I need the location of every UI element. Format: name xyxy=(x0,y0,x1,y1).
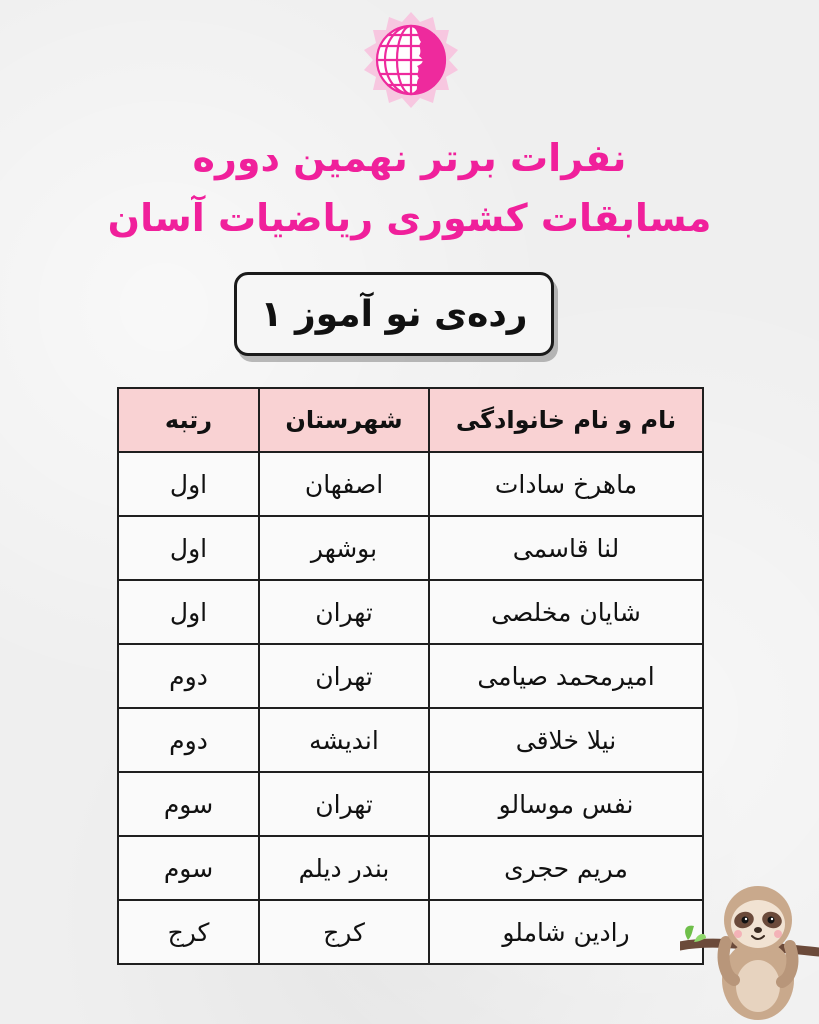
table-row xyxy=(118,516,703,580)
cell-rank: دوم xyxy=(118,708,259,772)
grade-label-box xyxy=(234,272,554,356)
cell-rank: کرج xyxy=(118,900,259,964)
cell-city: اندیشه xyxy=(259,708,429,772)
cell-rank: اول xyxy=(118,516,259,580)
table-row xyxy=(118,580,703,644)
cell-city: کرج xyxy=(259,900,429,964)
table-row xyxy=(118,900,703,964)
cell-rank: سوم xyxy=(118,836,259,900)
table-row xyxy=(118,708,703,772)
table-row xyxy=(118,836,703,900)
cell-name: مریم حجری xyxy=(429,836,703,900)
cell-name: ماهرخ سادات xyxy=(429,452,703,516)
sloth-mascot-icon xyxy=(680,880,819,1020)
cell-city: بندر دیلم xyxy=(259,836,429,900)
results-table xyxy=(117,387,704,965)
table-row xyxy=(118,772,703,836)
header-rank: رتبه xyxy=(118,388,259,452)
cell-rank: دوم xyxy=(118,644,259,708)
cell-rank: اول xyxy=(118,580,259,644)
cell-name: امیرمحمد صیامی xyxy=(429,644,703,708)
table-row xyxy=(118,644,703,708)
cell-city: بوشهر xyxy=(259,516,429,580)
cell-name: شایان مخلصی xyxy=(429,580,703,644)
cell-city: اصفهان xyxy=(259,452,429,516)
grade-label: رده‌ی نو آموز ۱ xyxy=(260,293,528,335)
cell-name: لنا قاسمی xyxy=(429,516,703,580)
header-name: نام و نام خانوادگی xyxy=(429,388,703,452)
table-row xyxy=(118,452,703,516)
table-header-row xyxy=(118,388,703,452)
cell-city: تهران xyxy=(259,644,429,708)
cell-city: تهران xyxy=(259,772,429,836)
header-city: شهرستان xyxy=(259,388,429,452)
cell-rank: سوم xyxy=(118,772,259,836)
cell-rank: اول xyxy=(118,452,259,516)
globe-face-logo-icon xyxy=(356,10,466,110)
cell-city: تهران xyxy=(259,580,429,644)
cell-name: نیلا خلاقی xyxy=(429,708,703,772)
page-title-line-2: مسابقات کشوری ریاضیات آسان xyxy=(107,196,712,240)
cell-name: نفس موسالو xyxy=(429,772,703,836)
cell-name: رادین شاملو xyxy=(429,900,703,964)
page-title-line-1: نفرات برتر نهمین دوره xyxy=(192,136,627,180)
